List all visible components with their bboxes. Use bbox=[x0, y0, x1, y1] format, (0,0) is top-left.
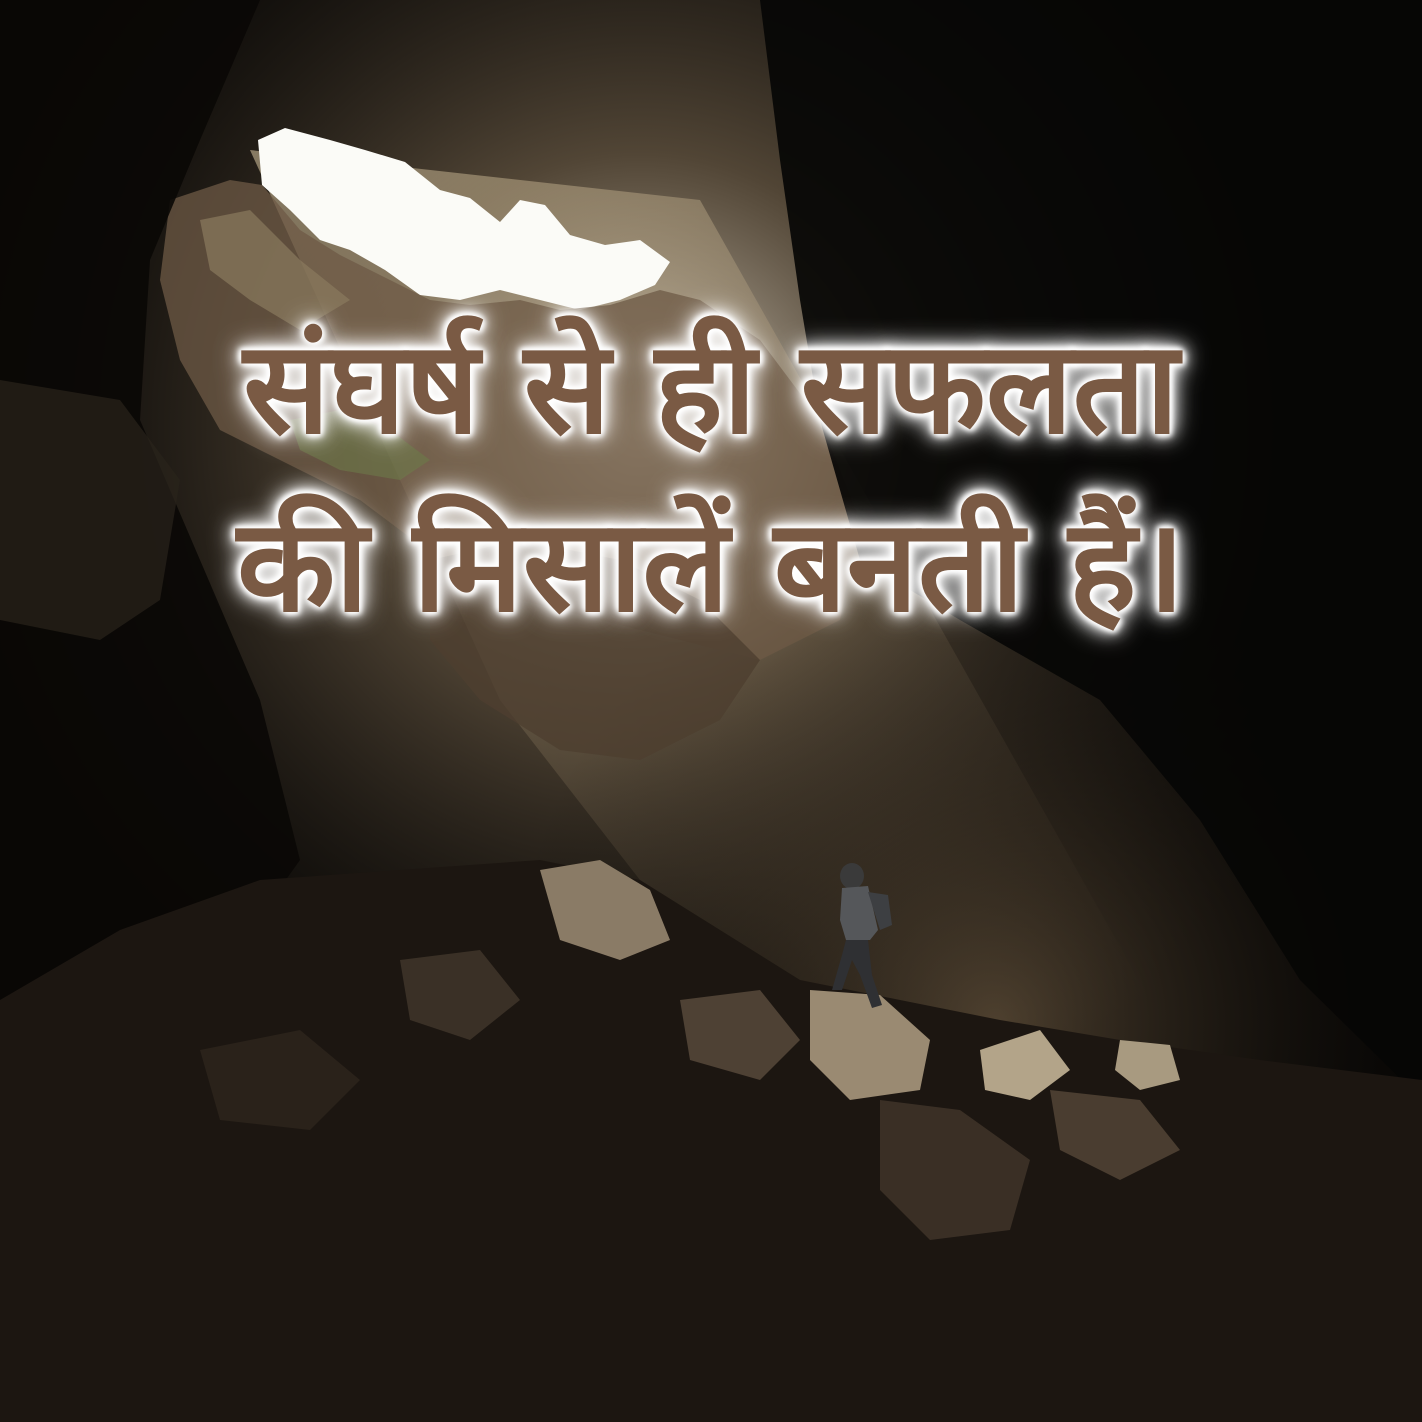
quote-line-2: की मिसालें बनती हैं। bbox=[236, 492, 1186, 641]
quote-line-1: संघर्ष से ही सफलता bbox=[243, 314, 1179, 463]
quote-text bbox=[0, 300, 1422, 656]
